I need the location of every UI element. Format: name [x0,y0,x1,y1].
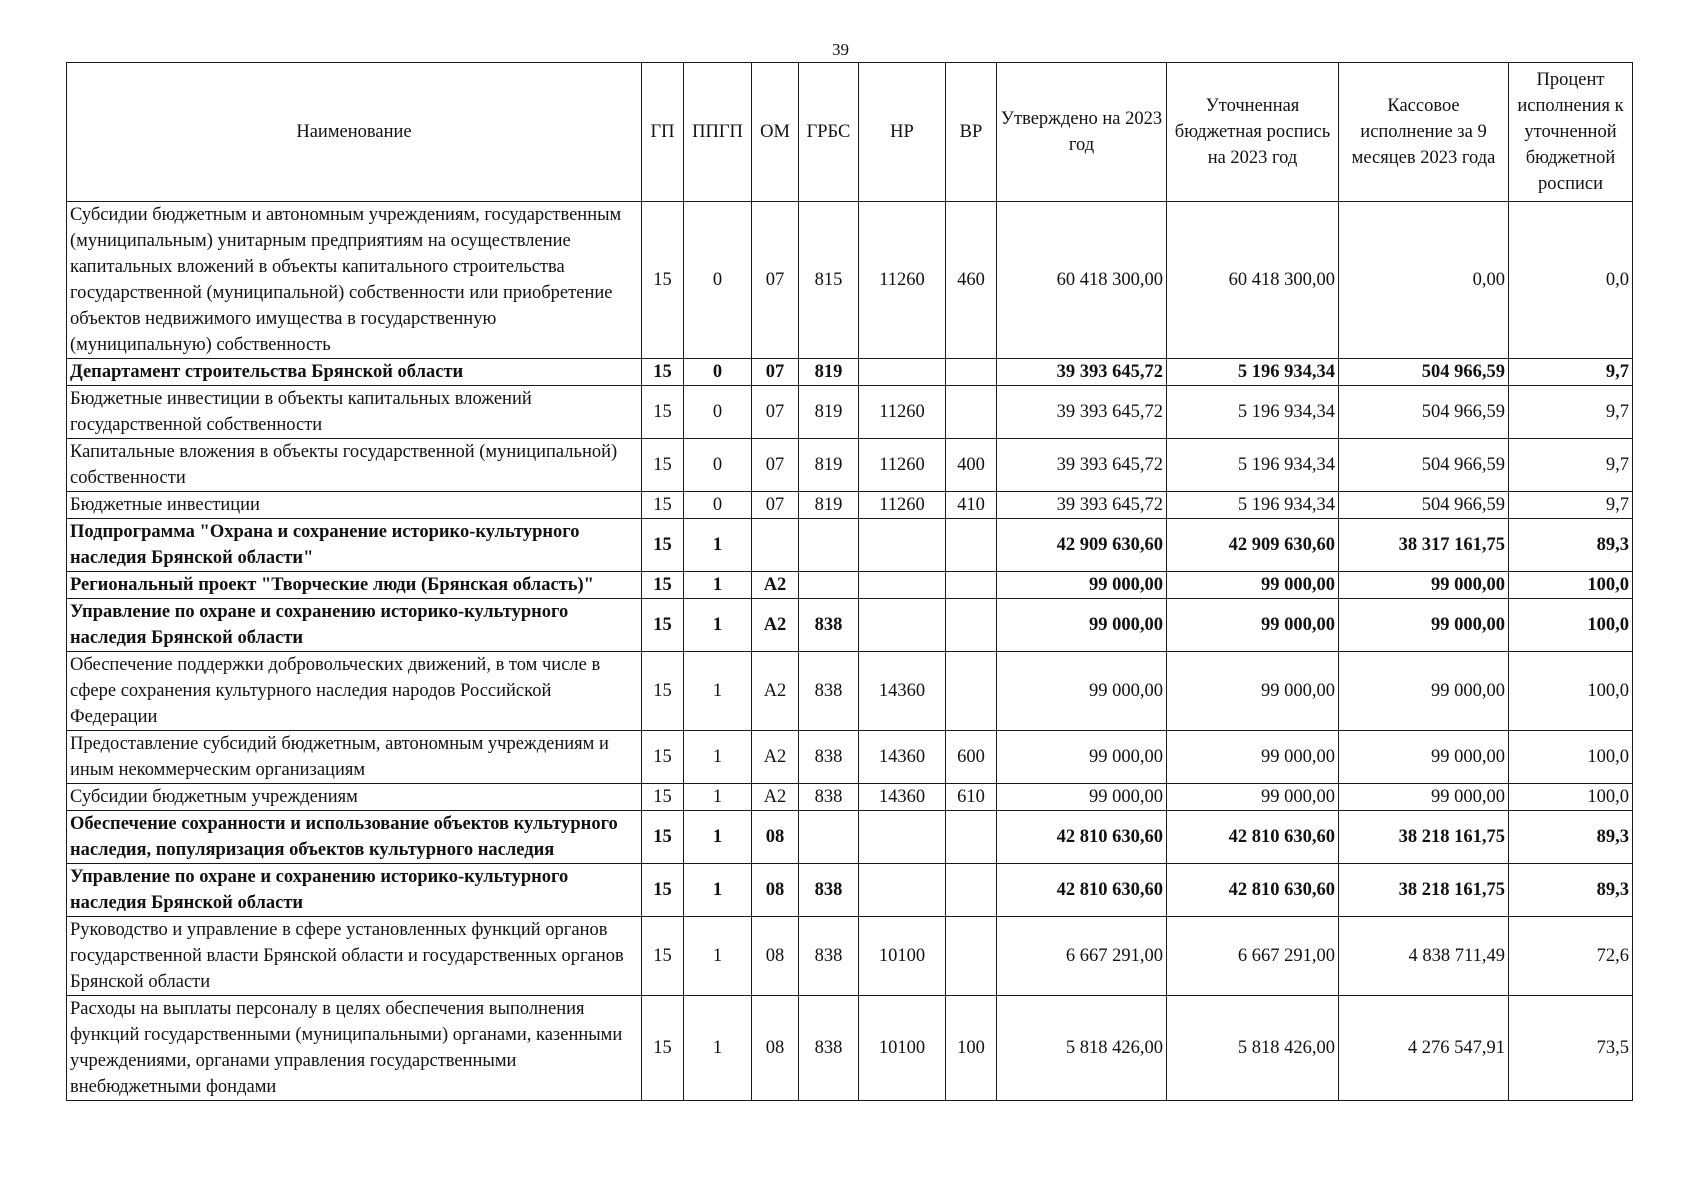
row-grbs-cell [799,519,859,572]
row-cash-cell: 38 218 161,75 [1339,811,1509,864]
table-row [67,492,1633,519]
row-ppgp-cell: 1 [684,599,752,652]
row-nr-cell: 11260 [859,439,946,492]
row-cash-cell: 38 218 161,75 [1339,864,1509,917]
row-nr-cell: 10100 [859,996,946,1101]
column-header-name: Наименование [67,63,642,202]
row-approved-cell: 99 000,00 [997,652,1167,731]
row-gp-cell: 15 [642,492,684,519]
row-nr-cell: 10100 [859,917,946,996]
row-grbs-cell: 838 [799,917,859,996]
row-cash-cell: 504 966,59 [1339,492,1509,519]
row-cash-cell: 4 838 711,49 [1339,917,1509,996]
column-header-grbs: ГРБС [799,63,859,202]
row-ppgp-cell: 1 [684,864,752,917]
table-row [67,599,1633,652]
row-gp-cell: 15 [642,519,684,572]
row-name-cell: Подпрограмма "Охрана и сохранение историко-культурного наследия Брянской области" [67,519,642,572]
row-approved-cell: 42 810 630,60 [997,864,1167,917]
row-vr-cell [946,599,997,652]
row-grbs-cell: 838 [799,599,859,652]
row-om-cell: 07 [752,439,799,492]
row-percent-cell: 100,0 [1509,731,1633,784]
table-row [67,519,1633,572]
row-cash-cell: 99 000,00 [1339,652,1509,731]
row-vr-cell [946,811,997,864]
row-name-cell: Субсидии бюджетным учреждениям [67,784,642,811]
row-name-cell: Департамент строительства Брянской области [67,359,642,386]
row-name-cell: Руководство и управление в сфере установленных функций органов государственной власти Брянской области и государственных органов Брянской области [67,917,642,996]
row-cash-cell: 99 000,00 [1339,572,1509,599]
row-ppgp-cell: 1 [684,917,752,996]
row-gp-cell: 15 [642,599,684,652]
row-grbs-cell: 838 [799,996,859,1101]
column-header-approved: Утверждено на 2023 год [997,63,1167,202]
row-nr-cell [859,811,946,864]
row-refined-cell: 5 196 934,34 [1167,439,1339,492]
row-vr-cell: 400 [946,439,997,492]
row-vr-cell: 600 [946,731,997,784]
row-nr-cell: 14360 [859,731,946,784]
column-header-cash: Кассовое исполнение за 9 месяцев 2023 года [1339,63,1509,202]
row-percent-cell: 0,0 [1509,202,1633,359]
row-vr-cell: 460 [946,202,997,359]
row-cash-cell: 99 000,00 [1339,599,1509,652]
row-cash-cell: 504 966,59 [1339,359,1509,386]
row-refined-cell: 99 000,00 [1167,731,1339,784]
row-ppgp-cell: 0 [684,359,752,386]
row-ppgp-cell: 0 [684,202,752,359]
row-refined-cell: 42 909 630,60 [1167,519,1339,572]
table-row [67,572,1633,599]
row-percent-cell: 73,5 [1509,996,1633,1101]
page-number: 39 [832,40,849,59]
table-body [67,202,1633,1101]
row-approved-cell: 42 810 630,60 [997,811,1167,864]
row-cash-cell: 38 317 161,75 [1339,519,1509,572]
row-vr-cell [946,386,997,439]
column-header-gp: ГП [642,63,684,202]
row-nr-cell: 14360 [859,784,946,811]
row-name-cell: Управление по охране и сохранению историко-культурного наследия Брянской области [67,599,642,652]
row-name-cell: Региональный проект "Творческие люди (Брянская область)" [67,572,642,599]
row-name-cell: Расходы на выплаты персоналу в целях обеспечения выполнения функций государственными (муниципальными) органами, казенными учреждениями, органами управления государственными внебюджетными фондами [67,996,642,1101]
row-approved-cell: 42 909 630,60 [997,519,1167,572]
row-refined-cell: 60 418 300,00 [1167,202,1339,359]
row-percent-cell: 89,3 [1509,519,1633,572]
table-header-row [67,63,1633,202]
row-om-cell: 08 [752,864,799,917]
row-grbs-cell: 838 [799,784,859,811]
table-row [67,811,1633,864]
column-header-nr: НР [859,63,946,202]
row-ppgp-cell: 1 [684,811,752,864]
row-grbs-cell [799,811,859,864]
row-om-cell: 08 [752,917,799,996]
row-grbs-cell: 819 [799,386,859,439]
table-row [67,386,1633,439]
row-approved-cell: 99 000,00 [997,784,1167,811]
row-refined-cell: 99 000,00 [1167,652,1339,731]
row-name-cell: Обеспечение поддержки добровольческих движений, в том числе в сфере сохранения культурного наследия народов Российской Федерации [67,652,642,731]
row-vr-cell [946,519,997,572]
row-om-cell: А2 [752,652,799,731]
row-vr-cell: 100 [946,996,997,1101]
row-refined-cell: 99 000,00 [1167,599,1339,652]
row-nr-cell [859,519,946,572]
row-ppgp-cell: 1 [684,731,752,784]
row-gp-cell: 15 [642,359,684,386]
table-row [67,864,1633,917]
row-om-cell: А2 [752,572,799,599]
row-om-cell: А2 [752,599,799,652]
row-om-cell [752,519,799,572]
row-nr-cell: 11260 [859,386,946,439]
column-header-ppgp: ППГП [684,63,752,202]
row-gp-cell: 15 [642,996,684,1101]
row-om-cell: 08 [752,811,799,864]
row-refined-cell: 5 196 934,34 [1167,386,1339,439]
row-om-cell: 07 [752,359,799,386]
row-name-cell: Бюджетные инвестиции в объекты капитальных вложений государственной собственности [67,386,642,439]
row-gp-cell: 15 [642,439,684,492]
row-percent-cell: 89,3 [1509,864,1633,917]
row-name-cell: Управление по охране и сохранению историко-культурного наследия Брянской области [67,864,642,917]
row-ppgp-cell: 1 [684,652,752,731]
row-refined-cell: 99 000,00 [1167,572,1339,599]
row-nr-cell [859,864,946,917]
row-approved-cell: 39 393 645,72 [997,359,1167,386]
row-approved-cell: 99 000,00 [997,599,1167,652]
row-gp-cell: 15 [642,811,684,864]
row-gp-cell: 15 [642,731,684,784]
row-grbs-cell: 819 [799,439,859,492]
row-nr-cell [859,599,946,652]
row-grbs-cell [799,572,859,599]
row-refined-cell: 5 196 934,34 [1167,492,1339,519]
row-refined-cell: 5 196 934,34 [1167,359,1339,386]
row-percent-cell: 89,3 [1509,811,1633,864]
row-percent-cell: 9,7 [1509,386,1633,439]
row-grbs-cell: 838 [799,652,859,731]
row-ppgp-cell: 0 [684,386,752,439]
row-om-cell: А2 [752,731,799,784]
row-cash-cell: 504 966,59 [1339,386,1509,439]
row-name-cell: Обеспечение сохранности и использование объектов культурного наследия, популяризация объектов культурного наследия [67,811,642,864]
column-header-refined: Уточненная бюджетная роспись на 2023 год [1167,63,1339,202]
row-nr-cell [859,359,946,386]
row-percent-cell: 100,0 [1509,599,1633,652]
row-gp-cell: 15 [642,864,684,917]
row-percent-cell: 100,0 [1509,572,1633,599]
row-ppgp-cell: 1 [684,572,752,599]
row-approved-cell: 99 000,00 [997,572,1167,599]
row-nr-cell: 14360 [859,652,946,731]
row-nr-cell: 11260 [859,202,946,359]
row-ppgp-cell: 0 [684,439,752,492]
table-row [67,359,1633,386]
row-vr-cell [946,572,997,599]
row-cash-cell: 504 966,59 [1339,439,1509,492]
row-percent-cell: 9,7 [1509,492,1633,519]
row-approved-cell: 39 393 645,72 [997,492,1167,519]
row-vr-cell [946,652,997,731]
row-percent-cell: 72,6 [1509,917,1633,996]
row-cash-cell: 99 000,00 [1339,731,1509,784]
row-approved-cell: 39 393 645,72 [997,439,1167,492]
row-refined-cell: 99 000,00 [1167,784,1339,811]
row-grbs-cell: 815 [799,202,859,359]
row-approved-cell: 99 000,00 [997,731,1167,784]
row-ppgp-cell: 0 [684,492,752,519]
row-vr-cell [946,864,997,917]
table-row [67,439,1633,492]
row-refined-cell: 5 818 426,00 [1167,996,1339,1101]
row-cash-cell: 4 276 547,91 [1339,996,1509,1101]
row-percent-cell: 9,7 [1509,439,1633,492]
row-name-cell: Бюджетные инвестиции [67,492,642,519]
row-ppgp-cell: 1 [684,519,752,572]
row-om-cell: 08 [752,996,799,1101]
row-gp-cell: 15 [642,202,684,359]
row-gp-cell: 15 [642,652,684,731]
row-grbs-cell: 838 [799,864,859,917]
row-grbs-cell: 819 [799,492,859,519]
row-ppgp-cell: 1 [684,784,752,811]
row-gp-cell: 15 [642,572,684,599]
table-row [67,652,1633,731]
table-row [67,202,1633,359]
table-row [67,784,1633,811]
row-om-cell: 07 [752,386,799,439]
row-approved-cell: 39 393 645,72 [997,386,1167,439]
row-name-cell: Капитальные вложения в объекты государственной (муниципальной) собственности [67,439,642,492]
row-percent-cell: 100,0 [1509,784,1633,811]
row-percent-cell: 9,7 [1509,359,1633,386]
row-om-cell: А2 [752,784,799,811]
row-vr-cell [946,917,997,996]
row-vr-cell: 410 [946,492,997,519]
table-row [67,996,1633,1101]
row-name-cell: Субсидии бюджетным и автономным учреждениям, государственным (муниципальным) унитарным предприятиям на осуществление капитальных вложений в объекты капитального строительства государственной (муниципальной) собственности или приобретение объектов недвижимого имущества в государственную (муниципальную) собственность [67,202,642,359]
row-name-cell: Предоставление субсидий бюджетным, автономным учреждениям и иным некоммерческим организациям [67,731,642,784]
row-refined-cell: 42 810 630,60 [1167,811,1339,864]
row-vr-cell [946,359,997,386]
row-nr-cell [859,572,946,599]
table-row [67,731,1633,784]
row-approved-cell: 6 667 291,00 [997,917,1167,996]
column-header-om: ОМ [752,63,799,202]
column-header-vr: ВР [946,63,997,202]
row-refined-cell: 6 667 291,00 [1167,917,1339,996]
row-refined-cell: 42 810 630,60 [1167,864,1339,917]
table-row [67,917,1633,996]
row-approved-cell: 60 418 300,00 [997,202,1167,359]
row-grbs-cell: 838 [799,731,859,784]
row-nr-cell: 11260 [859,492,946,519]
row-vr-cell: 610 [946,784,997,811]
row-om-cell: 07 [752,202,799,359]
row-om-cell: 07 [752,492,799,519]
row-approved-cell: 5 818 426,00 [997,996,1167,1101]
row-percent-cell: 100,0 [1509,652,1633,731]
row-gp-cell: 15 [642,386,684,439]
row-cash-cell: 0,00 [1339,202,1509,359]
row-cash-cell: 99 000,00 [1339,784,1509,811]
row-gp-cell: 15 [642,784,684,811]
row-ppgp-cell: 1 [684,996,752,1101]
budget-table [66,62,1633,1101]
row-grbs-cell: 819 [799,359,859,386]
row-gp-cell: 15 [642,917,684,996]
column-header-percent: Процент исполнения к уточненной бюджетной росписи [1509,63,1633,202]
